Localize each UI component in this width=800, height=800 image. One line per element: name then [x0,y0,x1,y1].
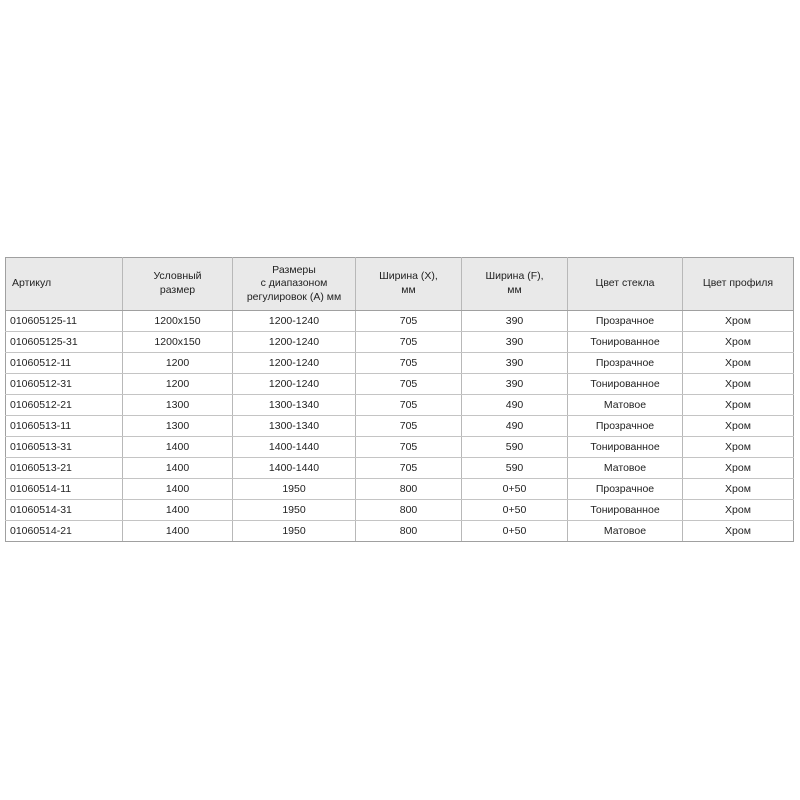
header-adjust-range [233,258,356,311]
table-header [6,258,794,311]
table-row [6,479,794,500]
glass-color-cell: Тонированное [568,374,683,395]
nominal-size-cell: 1300 [123,416,233,437]
glass-color-cell: Матовое [568,458,683,479]
profile-color-cell: Хром [683,416,794,437]
adjust-range-cell: 1200-1240 [233,332,356,353]
adjust-range-cell: 1950 [233,479,356,500]
adjust-range-cell: 1300-1340 [233,416,356,437]
width-x-cell: 705 [356,311,462,332]
article-cell: 01060513-11 [6,416,123,437]
width-x-cell: 800 [356,500,462,521]
nominal-size-cell: 1400 [123,521,233,542]
header-glass-color [568,258,683,311]
article-cell: 01060513-31 [6,437,123,458]
glass-color-cell: Прозрачное [568,416,683,437]
header-nominal-size-line-2: размер [159,284,196,296]
header-width-x-line-1: Ширина (Х), [379,270,438,283]
table-row [6,311,794,332]
profile-color-cell: Хром [683,395,794,416]
nominal-size-cell: 1200 [123,374,233,395]
glass-color-cell: Прозрачное [568,353,683,374]
glass-color-cell: Матовое [568,521,683,542]
article-cell: 01060512-11 [6,353,123,374]
table-row [6,416,794,437]
width-x-cell: 705 [356,437,462,458]
width-f-cell: 490 [462,416,568,437]
article-cell: 01060512-31 [6,374,123,395]
glass-color-cell: Матовое [568,395,683,416]
width-x-cell: 705 [356,374,462,395]
profile-color-cell: Хром [683,479,794,500]
width-x-cell: 705 [356,395,462,416]
header-adjust-range-line-3: регулировок (А) мм [246,290,342,303]
table-row [6,458,794,479]
width-x-cell: 800 [356,479,462,500]
width-x-cell: 800 [356,521,462,542]
width-f-cell: 0+50 [462,500,568,521]
adjust-range-cell: 1950 [233,500,356,521]
nominal-size-cell: 1200 [123,353,233,374]
profile-color-cell: Хром [683,332,794,353]
header-article [6,258,123,311]
article-cell: 01060512-21 [6,395,123,416]
header-nominal-size [123,258,233,311]
header-width-f-line-2: мм [507,284,522,296]
profile-color-cell: Хром [683,437,794,458]
header-article-line-1: Артикул [12,277,52,290]
profile-color-cell: Хром [683,374,794,395]
header-profile-color [683,258,794,311]
glass-color-cell: Тонированное [568,500,683,521]
nominal-size-cell: 1400 [123,500,233,521]
nominal-size-cell: 1400 [123,479,233,500]
header-width-x [356,258,462,311]
width-f-cell: 390 [462,374,568,395]
nominal-size-cell: 1400 [123,458,233,479]
table-row [6,332,794,353]
profile-color-cell: Хром [683,500,794,521]
width-f-cell: 0+50 [462,479,568,500]
article-cell: 01060514-21 [6,521,123,542]
header-adjust-range-line-1: Размеры [272,263,316,276]
table-row [6,500,794,521]
article-cell: 01060513-21 [6,458,123,479]
header-width-f [462,258,568,311]
article-cell: 010605125-11 [6,311,123,332]
width-f-cell: 0+50 [462,521,568,542]
width-x-cell: 705 [356,458,462,479]
table-row [6,395,794,416]
adjust-range-cell: 1950 [233,521,356,542]
width-f-cell: 590 [462,458,568,479]
width-x-cell: 705 [356,353,462,374]
header-adjust-range-line-2: с диапазоном [260,277,328,290]
table-body [6,311,794,542]
table-row [6,353,794,374]
profile-color-cell: Хром [683,458,794,479]
width-x-cell: 705 [356,416,462,437]
width-f-cell: 490 [462,395,568,416]
adjust-range-cell: 1200-1240 [233,353,356,374]
adjust-range-cell: 1300-1340 [233,395,356,416]
adjust-range-cell: 1200-1240 [233,374,356,395]
glass-color-cell: Прозрачное [568,479,683,500]
header-width-f-line-1: Ширина (F), [485,270,544,283]
article-cell: 01060514-11 [6,479,123,500]
article-cell: 01060514-31 [6,500,123,521]
width-f-cell: 390 [462,332,568,353]
width-x-cell: 705 [356,332,462,353]
adjust-range-cell: 1200-1240 [233,311,356,332]
header-glass-color-line-1: Цвет стекла [595,277,655,290]
table-row [6,374,794,395]
adjust-range-cell: 1400-1440 [233,458,356,479]
width-f-cell: 590 [462,437,568,458]
profile-color-cell: Хром [683,521,794,542]
nominal-size-cell: 1300 [123,395,233,416]
glass-color-cell: Прозрачное [568,311,683,332]
profile-color-cell: Хром [683,353,794,374]
glass-color-cell: Тонированное [568,332,683,353]
nominal-size-cell: 1200x150 [123,311,233,332]
table-row [6,521,794,542]
profile-color-cell: Хром [683,311,794,332]
glass-color-cell: Тонированное [568,437,683,458]
width-f-cell: 390 [462,311,568,332]
header-profile-color-line-1: Цвет профиля [702,277,774,290]
table-row [6,437,794,458]
header-width-x-line-2: мм [401,284,416,296]
header-nominal-size-line-1: Условный [153,270,202,283]
header-row [6,258,794,311]
adjust-range-cell: 1400-1440 [233,437,356,458]
width-f-cell: 390 [462,353,568,374]
product-spec-table [5,257,794,542]
nominal-size-cell: 1200x150 [123,332,233,353]
article-cell: 010605125-31 [6,332,123,353]
nominal-size-cell: 1400 [123,437,233,458]
